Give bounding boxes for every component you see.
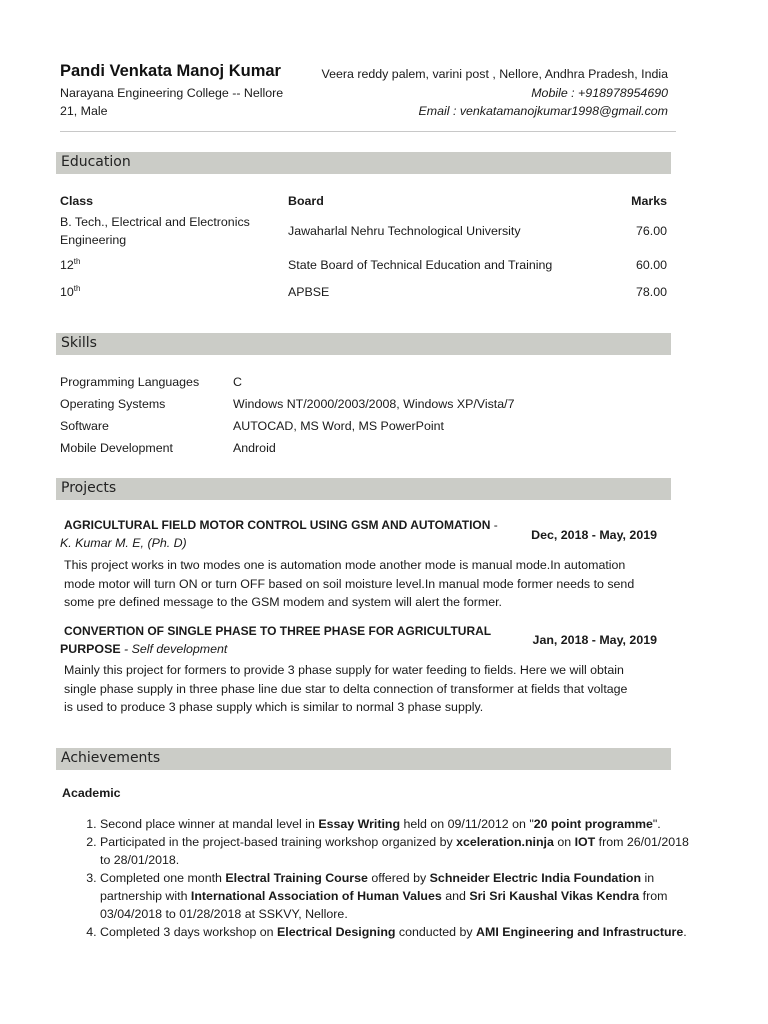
skill-value: C xyxy=(233,375,242,389)
achievements-subtitle: Academic xyxy=(62,786,121,800)
address: Veera reddy palem, varini post , Nellore, Andhra Pradesh, India xyxy=(321,67,668,81)
skill-label: Programming Languages xyxy=(60,375,200,389)
project-guide: K. Kumar M. E, (Ph. D) xyxy=(60,536,187,550)
skill-value: Windows NT/2000/2003/2008, Windows XP/Vista/7 xyxy=(233,397,515,411)
project-description: Mainly this project for formers to provide 3 phase supply for water feeding to fields. Here we will obtain single phase supply in three phase line due star to delta connection of transformer at fields that voltage is used to produce 3 phase supply which is similar to normal 3 phase supply. xyxy=(64,663,628,714)
project-dates: Jan, 2018 - May, 2019 xyxy=(532,633,657,647)
skills-title: Skills xyxy=(61,335,97,351)
achievement-item: 2. Participated in the project-based training workshop organized by xceleration.ninja on IOT from 26/01/2018 to 28/01/2018. xyxy=(100,833,700,869)
education-class-12th: 12th xyxy=(60,257,81,272)
achievements-section-header xyxy=(56,748,671,770)
skill-label: Software xyxy=(60,419,109,433)
education-board: APBSE xyxy=(288,285,330,299)
education-board: Jawaharlal Nehru Technological University xyxy=(288,224,521,238)
project-title-line2: PURPOSE - Self development xyxy=(60,642,228,656)
education-class-10th: 10th xyxy=(60,284,81,299)
education-col-marks: Marks xyxy=(631,194,667,208)
skills-section-header xyxy=(56,333,671,355)
education-section-header xyxy=(56,152,671,174)
achievements-title: Achievements xyxy=(61,750,161,766)
achievement-item: 1. Second place winner at mandal level in Essay Writing held on 09/11/2012 on "20 point programme". xyxy=(100,815,700,833)
education-marks: 78.00 xyxy=(635,285,667,299)
candidate-name: Pandi Venkata Manoj Kumar xyxy=(60,62,281,80)
education-col-board: Board xyxy=(288,194,324,208)
skill-label: Operating Systems xyxy=(60,397,166,411)
skill-value: Android xyxy=(233,441,276,455)
achievement-item: 3. Completed one month Electral Training Course offered by Schneider Electric India Foundation in partnership with International Association of Human Values and Sri Sri Kaushal Vikas Kendra from 03/04/2018 to 01/28/2018 at SSKVY, Nellore. xyxy=(100,869,700,923)
class-line-1: B. Tech., Electrical and Electronics xyxy=(60,215,250,229)
education-class-btech xyxy=(60,213,250,249)
project-title: AGRICULTURAL FIELD MOTOR CONTROL USING GSM AND AUTOMATION - xyxy=(64,518,498,532)
email-address: Email : venkatamanojkumar1998@gmail.com xyxy=(418,104,668,118)
projects-title: Projects xyxy=(61,480,117,496)
class-line-2: Engineering xyxy=(60,233,127,247)
achievement-item: 4. Completed 3 days workshop on Electrical Designing conducted by AMI Engineering and Infrastructure. xyxy=(100,923,700,941)
education-title: Education xyxy=(61,154,131,170)
project-title: CONVERTION OF SINGLE PHASE TO THREE PHASE FOR AGRICULTURAL xyxy=(64,624,492,638)
college-name: Narayana Engineering College -- Nellore xyxy=(60,86,284,100)
project-dates: Dec, 2018 - May, 2019 xyxy=(531,528,657,542)
skill-value: AUTOCAD, MS Word, MS PowerPoint xyxy=(233,419,444,433)
project-description: This project works in two modes one is automation mode another mode is manual mode.In automation mode motor will turn ON or turn OFF based on soil moisture level.In manual mode former needs to send some pre defined message to the GSM modem and system will alert the former. xyxy=(64,558,635,609)
achievements-list xyxy=(60,815,700,941)
education-marks: 76.00 xyxy=(635,224,667,238)
education-board: State Board of Technical Education and Training xyxy=(288,258,553,272)
projects-section-header xyxy=(56,478,671,500)
education-marks: 60.00 xyxy=(635,258,667,272)
header-divider xyxy=(60,131,676,132)
education-col-class: Class xyxy=(60,194,94,208)
skill-label: Mobile Development xyxy=(60,441,173,455)
mobile-number: Mobile : +918978954690 xyxy=(531,86,668,100)
age-gender: 21, Male xyxy=(60,104,108,118)
